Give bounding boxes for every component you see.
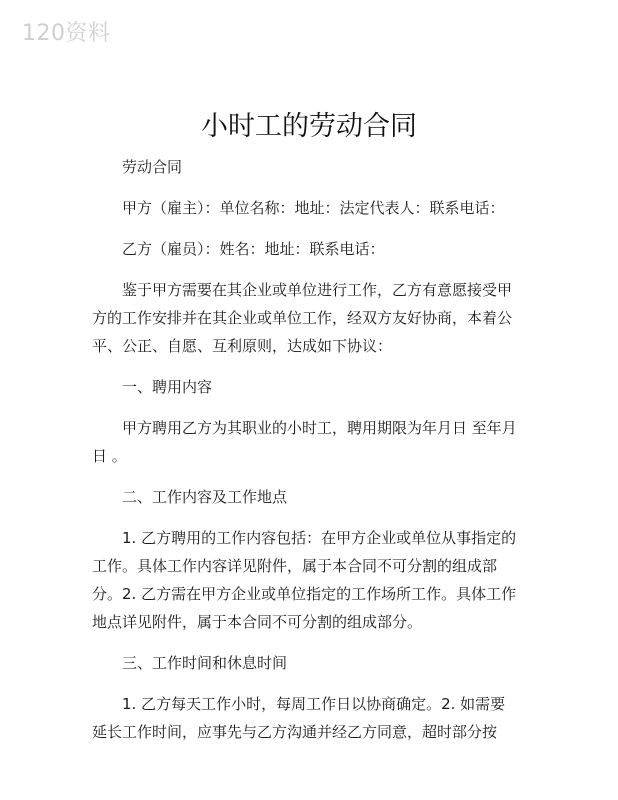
paragraph-employment-term: 甲方聘用乙方为其职业的小时工，聘用期限为年月日 至年月日 。 — [92, 419, 517, 465]
section-heading-1: 一、聘用内容 — [122, 378, 213, 396]
watermark: 120资料 — [22, 21, 111, 46]
paragraph-work-hours: 1. 乙方每天工作小时，每周工作日以协商确定。2. 如需要延长工作时间，应事先与乙方沟通并经乙方同意，超时部分按 — [92, 695, 506, 741]
paragraph-work-content: 1. 乙方聘用的工作内容包括：在甲方企业或单位从事指定的工作。具体工作内容详见附件，属于本合同不可分割的组成部分。2. 乙方需在甲方企业或单位指定的工作场所工作。具体工作地点详见附件，属于本合同不可分割的组成部分。 — [92, 529, 517, 631]
document-body — [92, 153, 520, 759]
paragraph-party-b: 乙方（雇员）：姓名：地址：联系电话： — [122, 240, 385, 258]
paragraph-preamble: 鉴于甲方需要在其企业或单位进行工作，乙方有意愿接受甲方的工作安排并在其企业或单位工作，经双方友好协商，本着公平、公正、自愿、互利原则，达成如下协议： — [92, 281, 513, 355]
section-heading-3: 三、工作时间和休息时间 — [122, 654, 288, 672]
paragraph-heading: 劳动合同 — [122, 158, 183, 176]
section-heading-2: 二、工作内容及工作地点 — [122, 488, 288, 506]
document-title: 小时工的劳动合同 — [201, 111, 417, 142]
paragraph-party-a: 甲方（雇主）：单位名称：地址：法定代表人：联系电话： — [122, 199, 505, 217]
